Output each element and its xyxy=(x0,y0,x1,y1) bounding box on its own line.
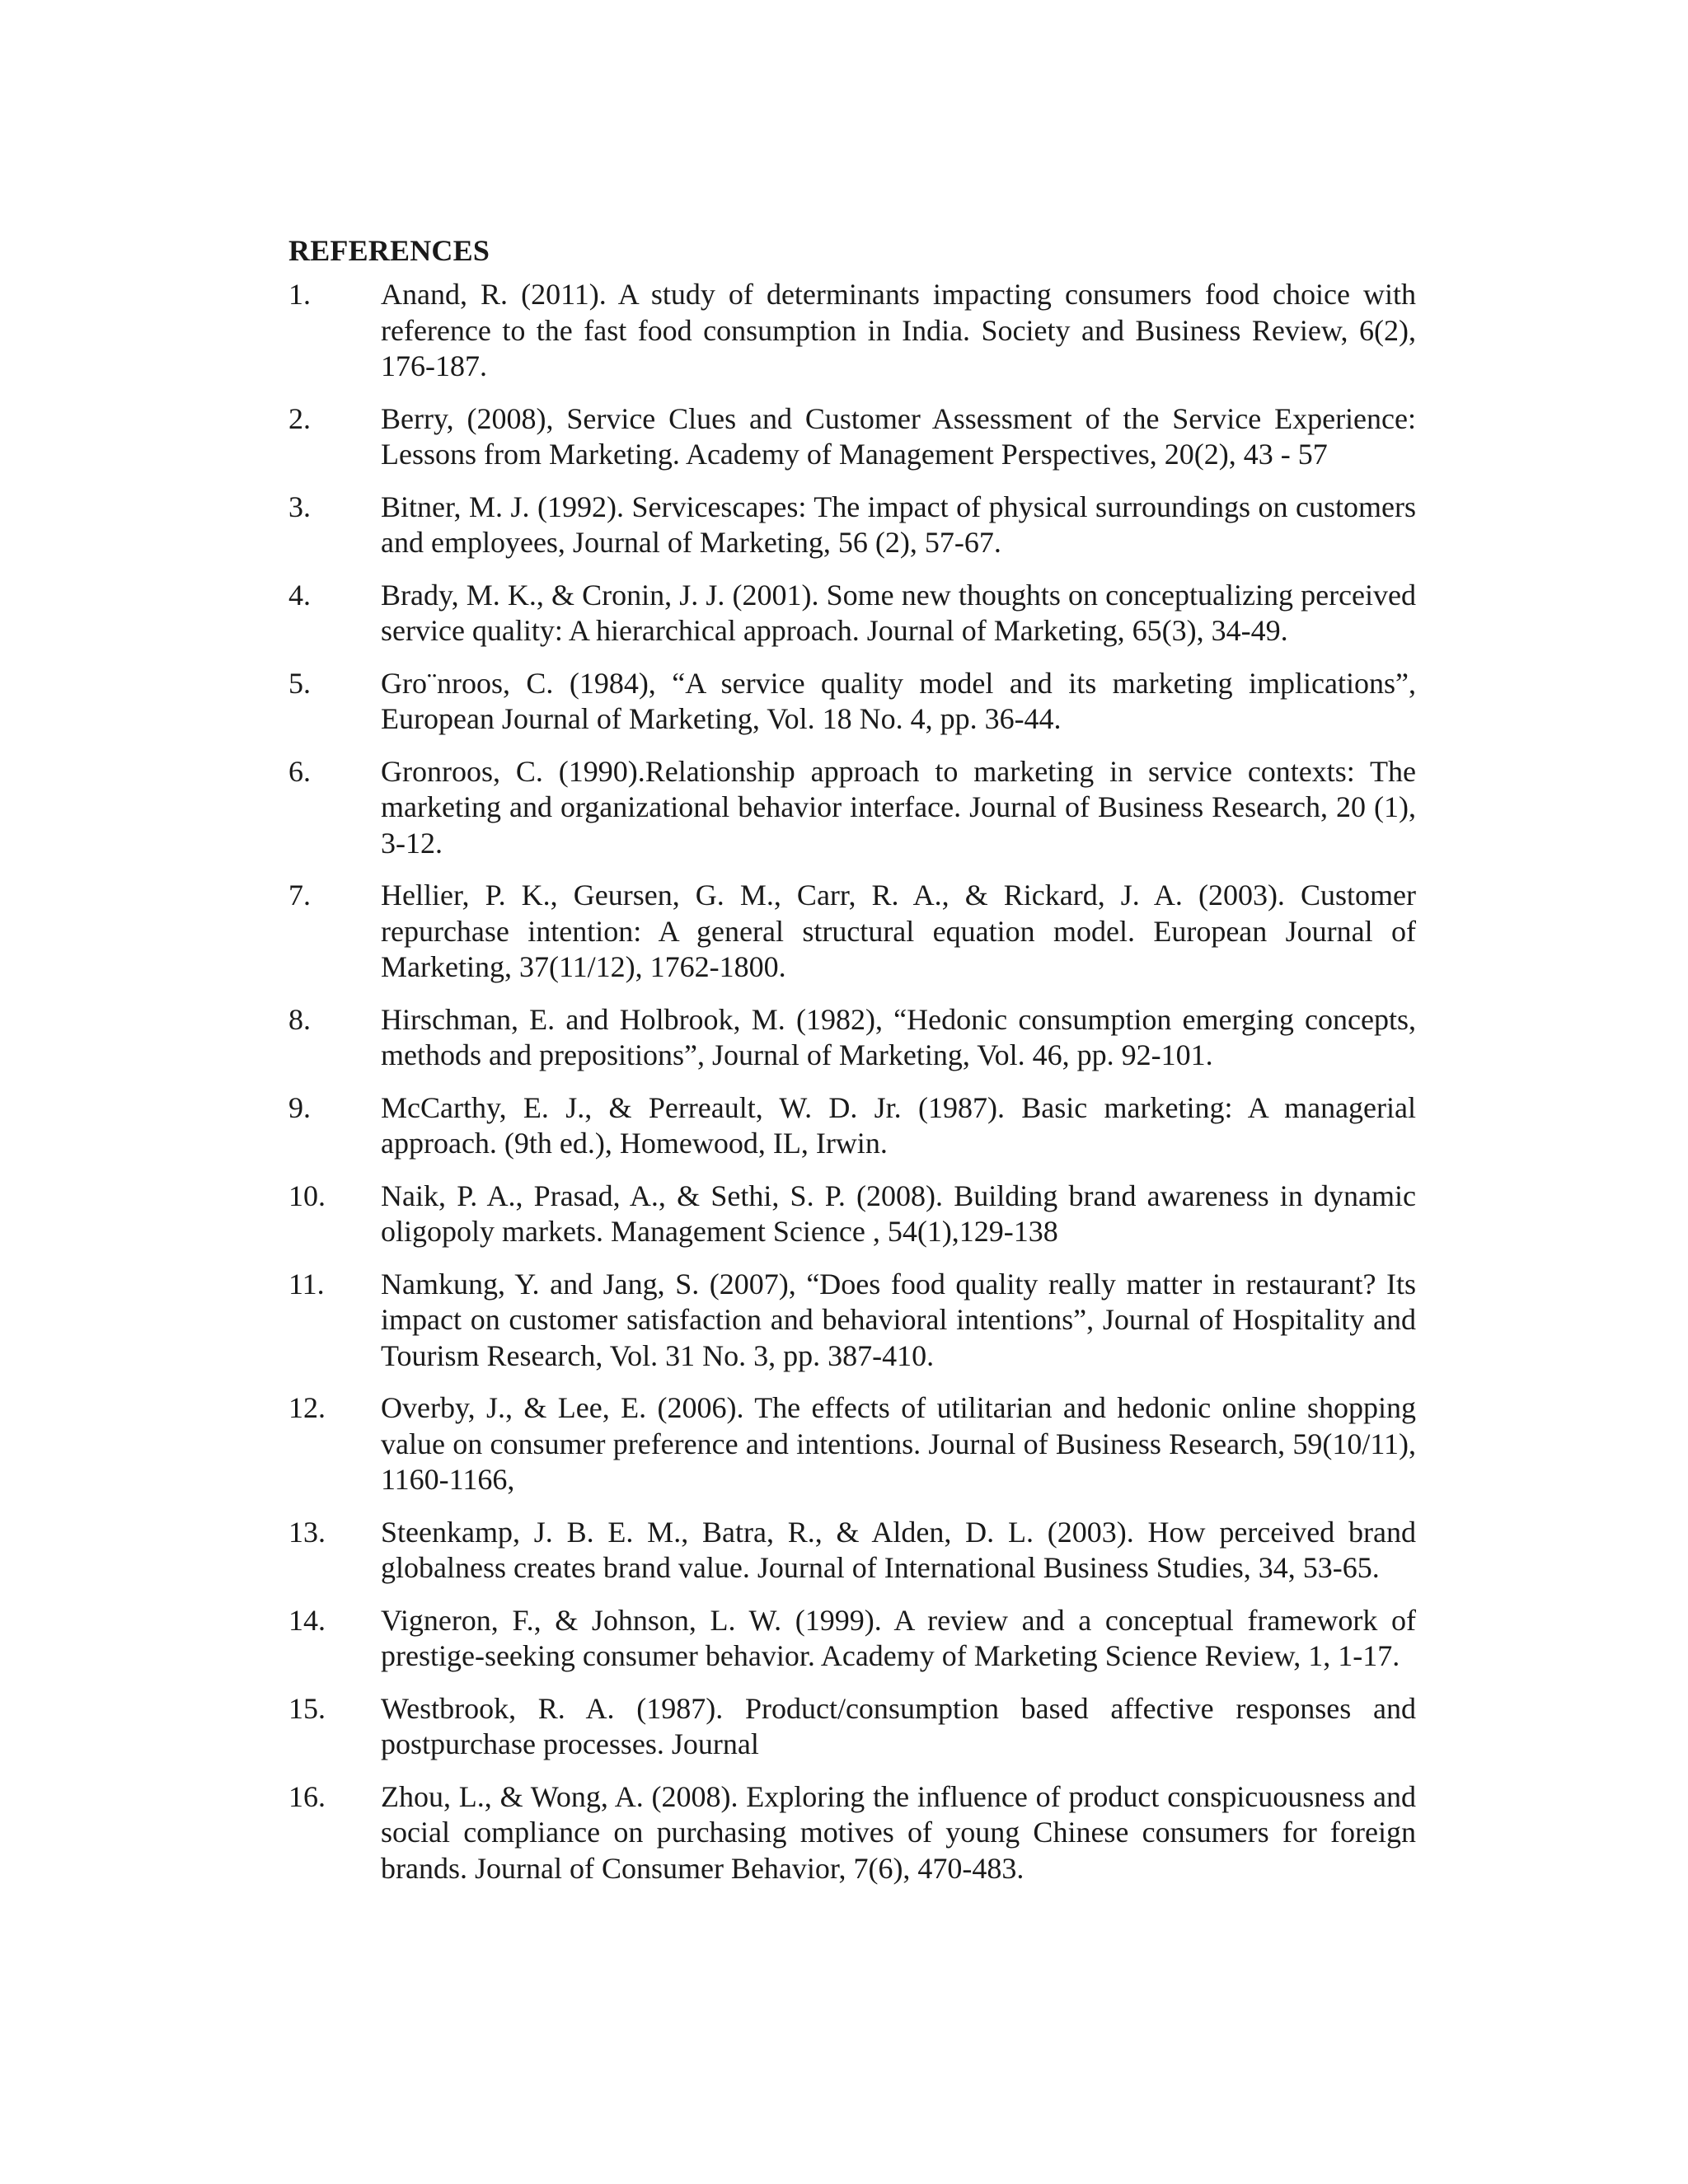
document-page xyxy=(288,232,1416,1903)
reference-number: 7. xyxy=(288,879,311,912)
reference-number: 13. xyxy=(288,1515,326,1549)
reference-number: 6. xyxy=(288,754,311,788)
reference-number: 16. xyxy=(288,1779,326,1813)
reference-number: 2. xyxy=(288,401,311,435)
reference-item xyxy=(288,1779,1416,1887)
reference-number: 8. xyxy=(288,1002,311,1036)
reference-text: Berry, (2008), Service Clues and Customer Assessment of the Service Experience: Lessons from Marketing. Academy of Management Perspectives, 20(2), 43 - 57 xyxy=(381,401,1416,471)
reference-number: 10. xyxy=(288,1179,326,1212)
reference-number: 5. xyxy=(288,666,311,700)
reference-item xyxy=(288,754,1416,862)
reference-text: Bitner, M. J. (1992). Servicescapes: The impact of physical surroundings on customers and employees, Journal of Marketing, 56 (2), 57-67. xyxy=(381,490,1416,559)
reference-item xyxy=(288,490,1416,561)
reference-item xyxy=(288,1390,1416,1498)
reference-item xyxy=(288,1691,1416,1763)
reference-text: Steenkamp, J. B. E. M., Batra, R., & Alden, D. L. (2003). How perceived brand globalness creates brand value. Journal of International Business Studies, 34, 53-65. xyxy=(381,1515,1416,1584)
reference-text: Zhou, L., & Wong, A. (2008). Exploring the influence of product conspicuousness and social compliance on purchasing motives of young Chinese consumers for foreign brands. Journal of Consumer Behavior, 7(6), 470-483. xyxy=(381,1779,1416,1885)
reference-number: 4. xyxy=(288,578,311,612)
reference-number: 1. xyxy=(288,278,311,311)
reference-text: Brady, M. K., & Cronin, J. J. (2001). Some new thoughts on conceptualizing perceived service quality: A hierarchical approach. Journal of Marketing, 65(3), 34-49. xyxy=(381,578,1416,647)
reference-number: 12. xyxy=(288,1391,326,1424)
reference-item xyxy=(288,1090,1416,1162)
reference-item xyxy=(288,578,1416,649)
reference-item xyxy=(288,1002,1416,1074)
reference-text: Overby, J., & Lee, E. (2006). The effects of utilitarian and hedonic online shopping value on consumer preference and intentions. Journal of Business Research, 59(10/11), 1160-1166, xyxy=(381,1391,1416,1496)
reference-item xyxy=(288,401,1416,473)
reference-item xyxy=(288,1179,1416,1250)
reference-text: Gro¨nroos, C. (1984), “A service quality model and its marketing implications”, European Journal of Marketing, Vol. 18 No. 4, pp. 36-44. xyxy=(381,666,1416,735)
reference-item xyxy=(288,878,1416,986)
reference-list xyxy=(288,277,1416,1886)
reference-number: 9. xyxy=(288,1090,311,1124)
reference-number: 3. xyxy=(288,490,311,523)
reference-number: 14. xyxy=(288,1603,326,1637)
reference-item xyxy=(288,1267,1416,1375)
reference-item xyxy=(288,1603,1416,1675)
reference-text: McCarthy, E. J., & Perreault, W. D. Jr. (1987). Basic marketing: A managerial approach. (9th ed.), Homewood, IL, Irwin. xyxy=(381,1090,1416,1160)
reference-number: 15. xyxy=(288,1691,326,1725)
reference-text: Hirschman, E. and Holbrook, M. (1982), “Hedonic consumption emerging concepts, methods and prepositions”, Journal of Marketing, Vol. 46, pp. 92-101. xyxy=(381,1002,1416,1071)
reference-text: Hellier, P. K., Geursen, G. M., Carr, R. A., & Rickard, J. A. (2003). Customer repurchase intention: A general structural equation model. European Journal of Marketing, 37(11/12), 1762-1800. xyxy=(381,879,1416,983)
reference-text: Namkung, Y. and Jang, S. (2007), “Does food quality really matter in restaurant? Its impact on customer satisfaction and behavioral intentions”, Journal of Hospitality and Tourism Research, Vol. 31 No. 3, pp. 387-410. xyxy=(381,1267,1416,1372)
reference-text: Westbrook, R. A. (1987). Product/consumption based affective responses and postpurchase processes. Journal xyxy=(381,1691,1416,1760)
reference-item xyxy=(288,666,1416,738)
page-title: REFERENCES xyxy=(288,234,490,267)
reference-text: Anand, R. (2011). A study of determinants impacting consumers food choice with reference to the fast food consumption in India. Society and Business Review, 6(2), 176-187. xyxy=(381,278,1416,382)
reference-number: 11. xyxy=(288,1267,325,1301)
reference-text: Vigneron, F., & Johnson, L. W. (1999). A review and a conceptual framework of prestige-seeking consumer behavior. Academy of Marketing Science Review, 1, 1-17. xyxy=(381,1603,1416,1672)
reference-item xyxy=(288,277,1416,385)
reference-text: Naik, P. A., Prasad, A., & Sethi, S. P. (2008). Building brand awareness in dynamic oligopoly markets. Management Science , 54(1),129-138 xyxy=(381,1179,1416,1248)
reference-item xyxy=(288,1515,1416,1586)
reference-text: Gronroos, C. (1990).Relationship approach to marketing in service contexts: The marketing and organizational behavior interface. Journal of Business Research, 20 (1), 3-12. xyxy=(381,754,1416,860)
